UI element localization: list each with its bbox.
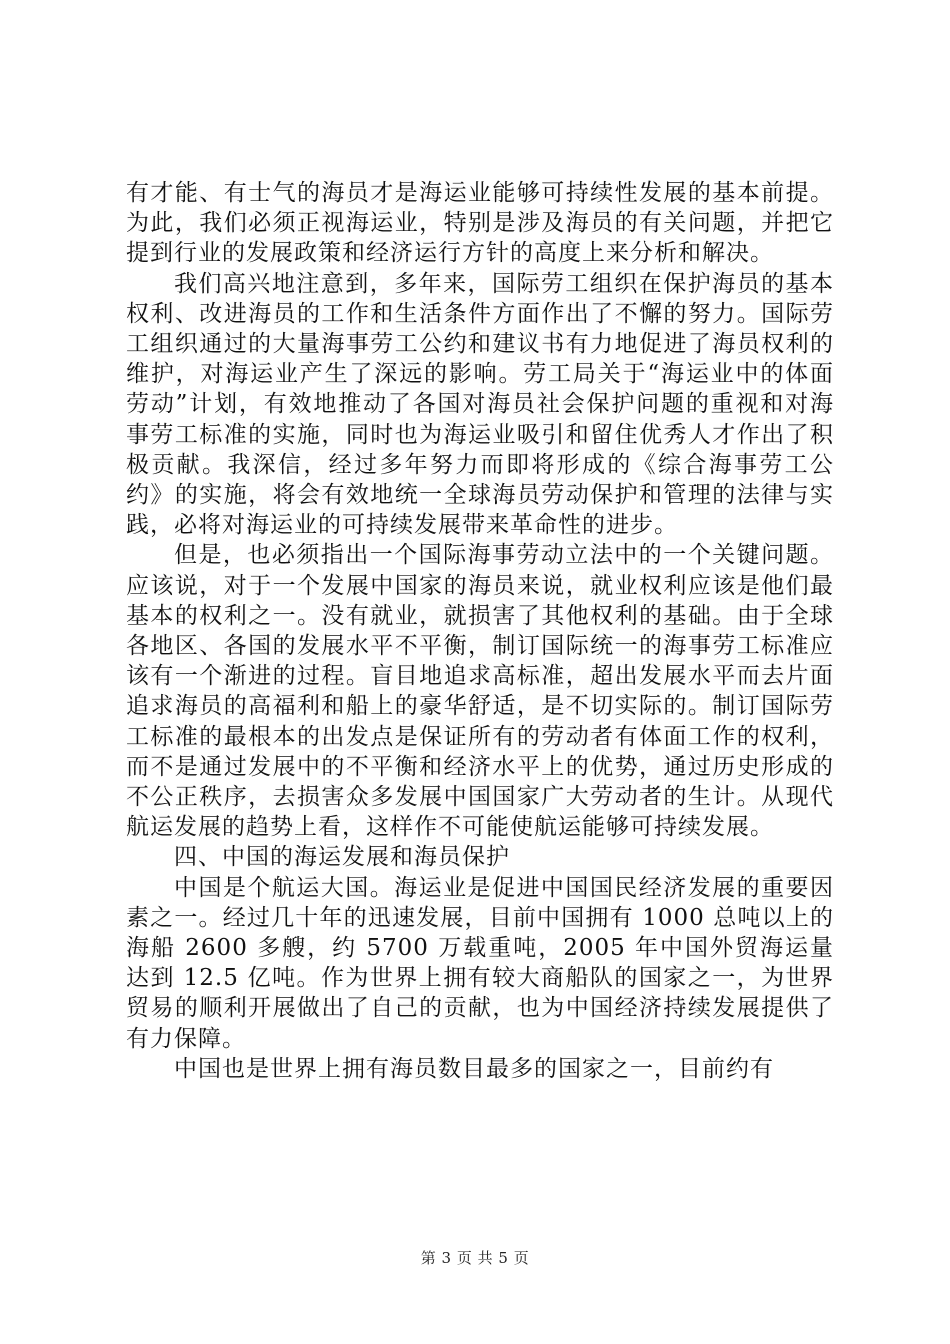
- paragraph-3: 但是，也必须指出一个国际海事劳动立法中的一个关键问题。应该说，对于一个发展中国家的海员来说，就业权利应该是他们最基本的权利之一。没有就业，就损害了其他权利的基础。由于全球各地区、各国的发展水平不平衡，制订国际统一的海事劳工标准应该有一个渐进的过程。盲目地追求高标准，超出发展水平而去片面追求海员的高福利和船上的豪华舒适，是不切实际的。制订国际劳工标准的最根本的出发点是保证所有的劳动者有体面工作的权利，而不是通过发展中的不平衡和经济水平上的优势，通过历史形成的不公正秩序，去损害众多发展中国国家广大劳动者的生计。从现代航运发展的趋势上看，这样作不可能使航运能够可持续发展。: [126, 542, 834, 841]
- page-footer: 第 3 页 共 5 页: [420, 1249, 530, 1267]
- document-body: [126, 178, 834, 1084]
- paragraph-6: 中国也是世界上拥有海员数目最多的国家之一，目前约有: [174, 1055, 774, 1082]
- section-heading-4: 四、中国的海运发展和海员保护: [174, 844, 510, 871]
- paragraph-5: 中国是个航运大国。海运业是促进中国国民经济发展的重要因素之一。经过几十年的迅速发展，目前中国拥有 1000 总吨以上的海船 2600 多艘，约 5700 万载重吨，2005 年中国外贸海运量达到 12.5 亿吨。作为世界上拥有较大商船队的国家之一，为世界贸易的顺利开展做出了自己的贡献，也为中国经济持续发展提供了有力保障。: [126, 874, 834, 1052]
- paragraph-2: 我们高兴地注意到，多年来，国际劳工组织在保护海员的基本权利、改进海员的工作和生活条件方面作出了不懈的努力。国际劳工组织通过的大量海事劳工公约和建议书有力地促进了海员权利的维护，对海运业产生了深远的影响。劳工局关于“海运业中的体面劳动”计划，有效地推动了各国对海员社会保护问题的重视和对海事劳工标准的实施，同时也为海运业吸引和留住优秀人才作出了积极贡献。我深信，经过多年努力而即将形成的《综合海事劳工公约》的实施，将会有效地统一全球海员劳动保护和管理的法律与实践，必将对海运业的可持续发展带来革命性的进步。: [126, 270, 834, 539]
- paragraph-1: 有才能、有士气的海员才是海运业能够可持续性发展的基本前提。为此，我们必须正视海运业，特别是涉及海员的有关问题，并把它提到行业的发展政策和经济运行方针的高度上来分析和解决。: [126, 180, 834, 267]
